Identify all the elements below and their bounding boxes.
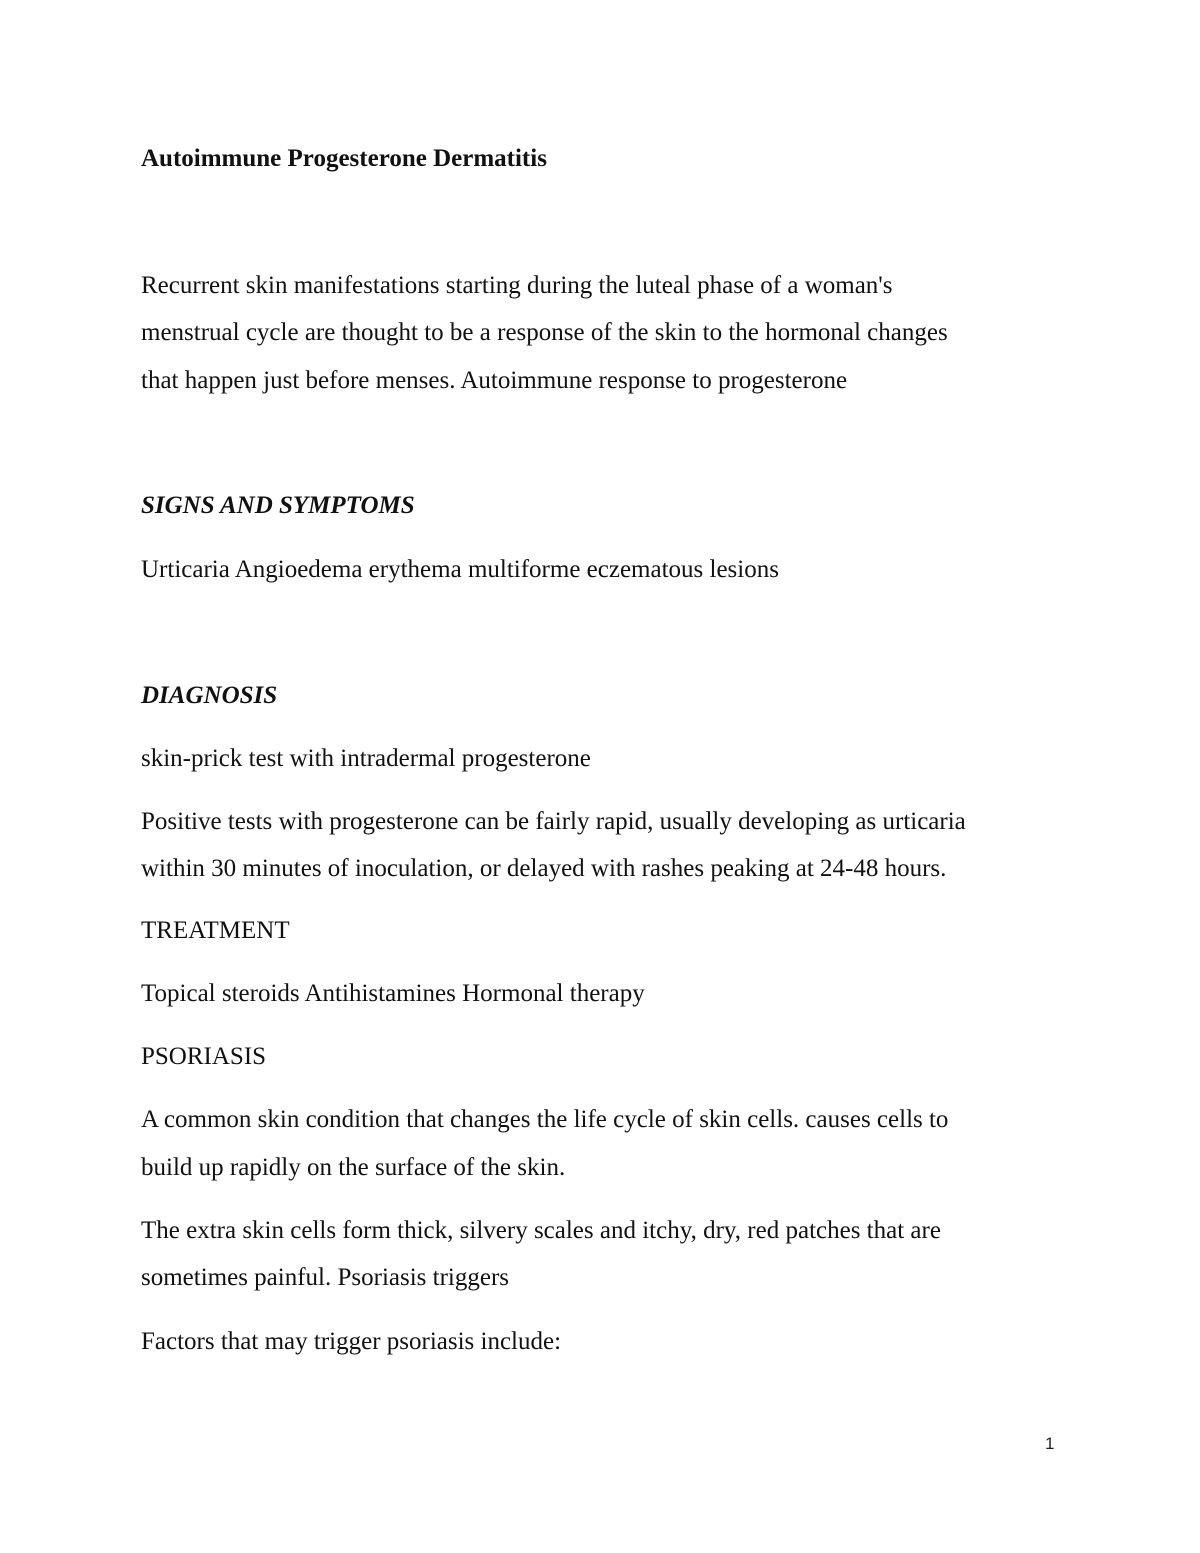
psoriasis-heading: PSORIASIS bbox=[141, 1043, 267, 1070]
diagnosis-detail-line-2: within 30 minutes of inoculation, or delayed with rashes peaking at 24-48 hours. bbox=[141, 855, 947, 882]
signs-heading: SIGNS AND SYMPTOMS bbox=[141, 492, 415, 519]
diagnosis-detail-line-1: Positive tests with progesterone can be fairly rapid, usually developing as urticaria bbox=[141, 808, 966, 835]
psoriasis-para1-line-1: A common skin condition that changes the life cycle of skin cells. causes cells to bbox=[141, 1106, 949, 1133]
page-number: 1 bbox=[1045, 1434, 1055, 1453]
psoriasis-para2-line-2: sometimes painful. Psoriasis triggers bbox=[141, 1264, 510, 1291]
psoriasis-para1-line-2: build up rapidly on the surface of the skin. bbox=[141, 1154, 566, 1181]
intro-line-3: that happen just before menses. Autoimmune response to progesterone bbox=[141, 367, 848, 394]
treatment-heading: TREATMENT bbox=[141, 917, 290, 944]
psoriasis-para2-line-1: The extra skin cells form thick, silvery scales and itchy, dry, red patches that are bbox=[141, 1217, 941, 1244]
intro-line-1: Recurrent skin manifestations starting during the luteal phase of a woman's bbox=[141, 272, 893, 299]
triggers-intro: Factors that may trigger psoriasis include: bbox=[141, 1328, 562, 1355]
diagnosis-heading: DIAGNOSIS bbox=[141, 682, 278, 709]
intro-line-2: menstrual cycle are thought to be a response of the skin to the hormonal changes bbox=[141, 319, 948, 346]
diagnosis-test: skin-prick test with intradermal progesterone bbox=[141, 745, 591, 772]
document-title: Autoimmune Progesterone Dermatitis bbox=[141, 145, 547, 172]
treatment-text: Topical steroids Antihistamines Hormonal therapy bbox=[141, 980, 645, 1007]
signs-text: Urticaria Angioedema erythema multiforme eczematous lesions bbox=[141, 556, 779, 583]
